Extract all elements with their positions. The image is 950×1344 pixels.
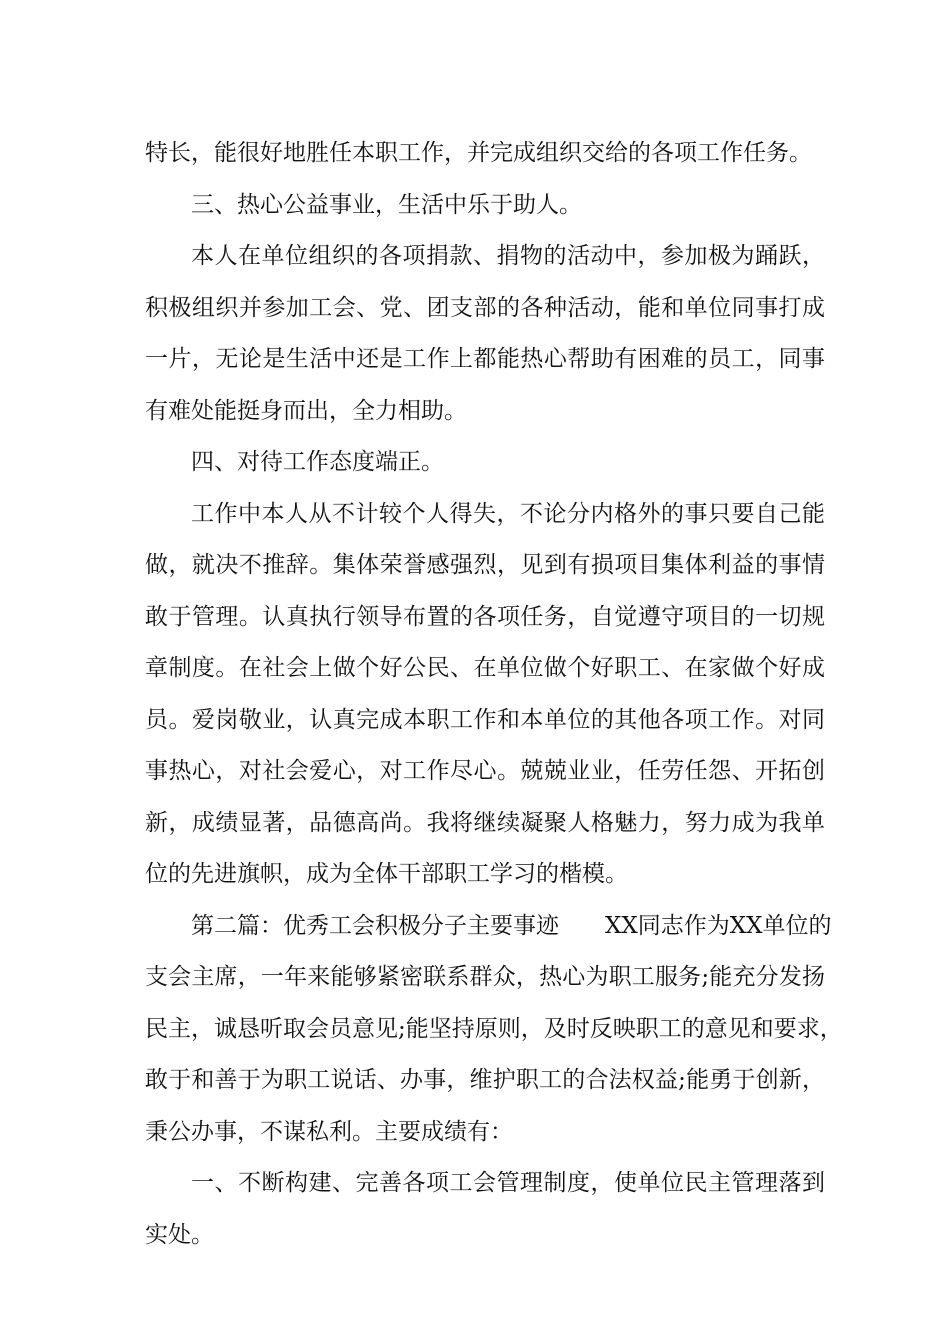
text-line: 积极组织并参加工会、党、团支部的各种活动，能和单位同事打成 (145, 294, 825, 321)
text-line: 敢于和善于为职工说话、办事，维护职工的合法权益;能勇于创新， (145, 1067, 825, 1093)
text-line: 新，成绩显著，品德高尚。我将继续凝聚人格魅力，努力成为我单 (145, 809, 825, 836)
section-heading: 三、热心公益事业，生活中乐于助人。 (191, 191, 582, 218)
text-line: 敢于管理。认真执行领导布置的各项任务，自觉遵守项目的一切规 (145, 603, 825, 630)
text-line: 一片，无论是生活中还是工作上都能热心帮助有困难的员工，同事 (145, 346, 825, 372)
document-body (145, 128, 843, 1261)
text-line: 有难处能挺身而出，全力相助。 (145, 397, 467, 424)
section-heading: 一、不断构建、完善各项工会管理制度，使单位民主管理落到 (191, 1170, 825, 1196)
text-line: 位的先进旗帜，成为全体干部职工学习的楷模。 (145, 861, 628, 887)
text-line: 秉公办事，不谋私利。主要成绩有： (145, 1118, 513, 1145)
text-line: 特长，能很好地胜任本职工作，并完成组织交给的各项工作任务。 (145, 140, 812, 166)
text-line: 章制度。在社会上做个好公民、在单位做个好职工、在家做个好成 (145, 655, 825, 681)
text-line: 做，就决不推辞。集体荣誉感强烈，见到有损项目集体利益的事情 (145, 552, 825, 578)
text-line: 工作中本人从不计较个人得失，不论分内格外的事只要自己能 (191, 500, 825, 527)
chapter-heading-line: 第二篇：优秀工会积极分子主要事迹 XX同志作为XX单位的 (191, 912, 832, 939)
section-heading: 四、对待工作态度端正。 (191, 449, 444, 475)
text-line: 事热心，对社会爱心，对工作尽心。兢兢业业，任劳任怨、开拓创 (145, 758, 825, 784)
text-line: 员。爱岗敬业，认真完成本职工作和本单位的其他各项工作。对同 (145, 706, 825, 733)
text-line: 实处。 (145, 1221, 214, 1248)
text-line: 民主，诚恳听取会员意见;能坚持原则，及时反映职工的意见和要求， (145, 1015, 843, 1042)
text-line: 本人在单位组织的各项捐款、捐物的活动中，参加极为踊跃， (191, 243, 825, 269)
text-line: 支会主席，一年来能够紧密联系群众，热心为职工服务;能充分发扬 (145, 964, 825, 990)
